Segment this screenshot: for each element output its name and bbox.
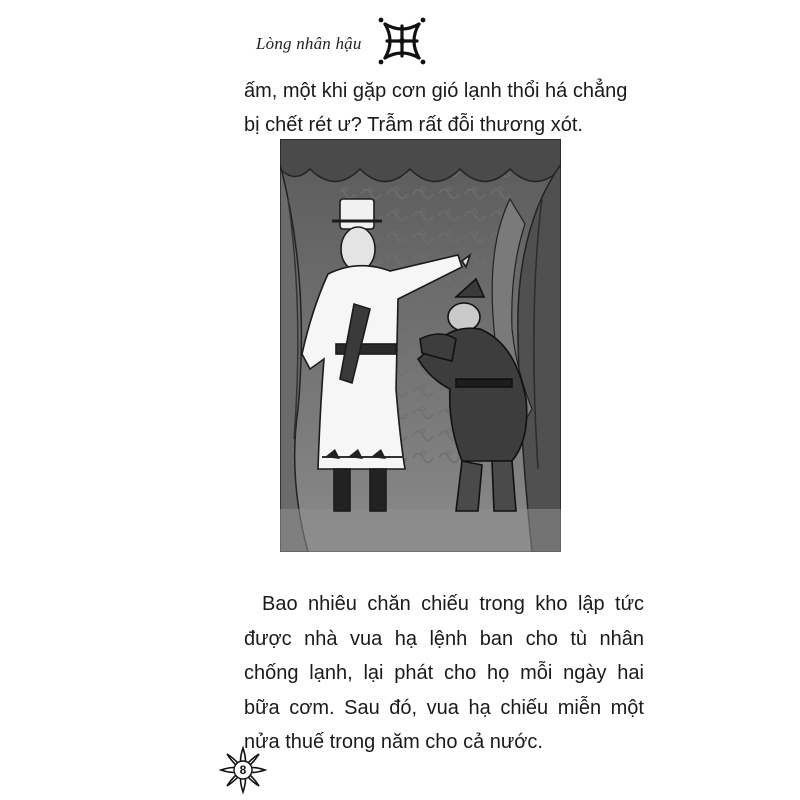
paragraph-line: ấm, một khi gặp cơn gió lạnh thổi há chẳng	[244, 80, 628, 102]
paragraph-line: bữa cơm. Sau đó, vua hạ chiếu miễn một	[244, 696, 644, 719]
paragraph-line: nửa thuế trong năm cho cả nước.	[244, 731, 543, 753]
paragraph-line: chống lạnh, lại phát cho họ mỗi ngày hai	[244, 662, 644, 684]
running-header-title: Lòng nhân hậu	[256, 34, 362, 53]
page-number-badge	[218, 745, 268, 795]
paragraph-line: bị chết rét ư? Trẫm rất đỗi thương xót.	[244, 114, 583, 136]
paragraph-top	[244, 74, 644, 142]
paragraph-line: Bao nhiêu chăn chiếu trong kho lập tức	[262, 593, 644, 615]
ornamental-knot-icon	[377, 16, 427, 66]
paragraph-line: được nhà vua hạ lệnh ban cho tù nhân	[244, 627, 644, 650]
page-number: 8	[239, 763, 247, 777]
paragraph-bottom	[244, 587, 644, 760]
king-and-kneeling-prisoner-illustration	[280, 139, 561, 552]
